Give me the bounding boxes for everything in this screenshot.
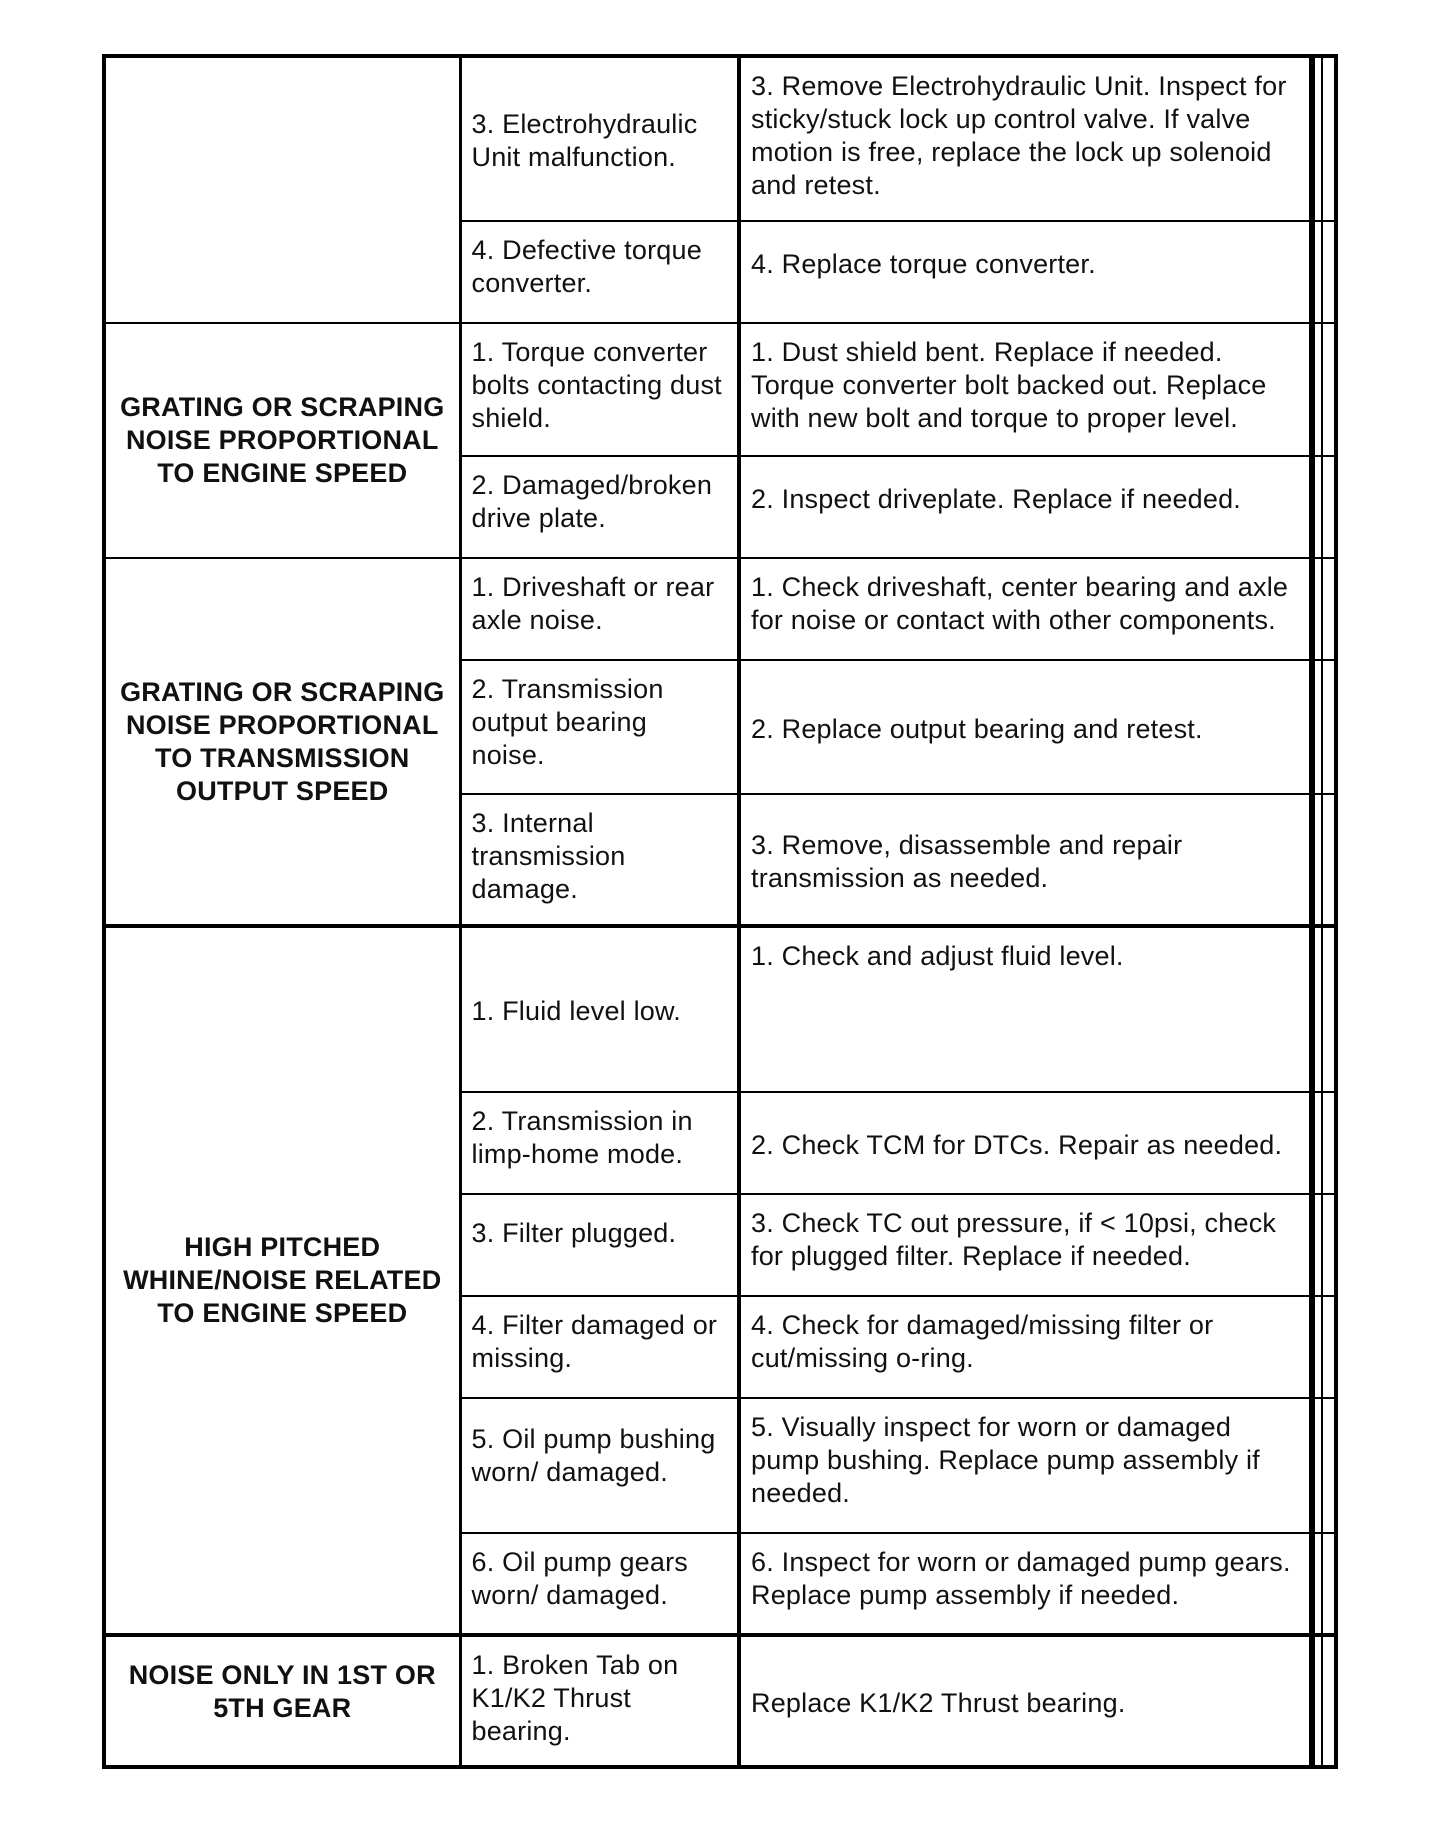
diagnosis-table (102, 54, 1338, 1769)
check-column-end (1322, 1635, 1336, 1767)
cause-cell: 3. Internal transmission damage. (460, 794, 739, 926)
check-column (1312, 926, 1322, 1092)
check-column-end (1322, 323, 1336, 456)
check-column-end (1322, 1398, 1336, 1533)
correction-cell: 1. Check and adjust fluid level. (739, 926, 1312, 1092)
symptom-cell: GRATING OR SCRAPING NOISE PROPORTIONAL TO TRANSMISSION OUTPUT SPEED (104, 558, 460, 926)
check-column (1312, 660, 1322, 794)
cause-cell: 5. Oil pump bushing worn/ damaged. (460, 1398, 739, 1533)
correction-cell: 4. Check for damaged/missing filter or cut/missing o-ring. (739, 1296, 1312, 1398)
cause-cell: 1. Fluid level low. (460, 926, 739, 1092)
correction-cell: 5. Visually inspect for worn or damaged pump bushing. Replace pump assembly if needed. (739, 1398, 1312, 1533)
cause-cell: 1. Broken Tab on K1/K2 Thrust bearing. (460, 1635, 739, 1767)
check-column-end (1322, 1194, 1336, 1296)
symptom-cell: NOISE ONLY IN 1ST OR 5TH GEAR (104, 1635, 460, 1767)
check-column-end (1322, 456, 1336, 558)
cause-cell: 3. Electrohydraulic Unit malfunction. (460, 56, 739, 221)
cause-cell: 4. Defective torque converter. (460, 221, 739, 323)
cause-cell: 2. Transmission output bearing noise. (460, 660, 739, 794)
correction-cell: 3. Check TC out pressure, if < 10psi, check for plugged filter. Replace if needed. (739, 1194, 1312, 1296)
check-column-end (1322, 926, 1336, 1092)
cause-cell: 1. Torque converter bolts contacting dust shield. (460, 323, 739, 456)
check-column (1312, 1533, 1322, 1635)
check-column (1312, 456, 1322, 558)
cause-cell: 3. Filter plugged. (460, 1194, 739, 1296)
table-row (104, 926, 1336, 1092)
check-column-end (1322, 794, 1336, 926)
cause-cell: 1. Driveshaft or rear axle noise. (460, 558, 739, 660)
check-column (1312, 221, 1322, 323)
correction-cell: 2. Inspect driveplate. Replace if needed. (739, 456, 1312, 558)
correction-cell: 3. Remove, disassemble and repair transmission as needed. (739, 794, 1312, 926)
check-column-end (1322, 558, 1336, 660)
cause-cell: 6. Oil pump gears worn/ damaged. (460, 1533, 739, 1635)
check-column (1312, 794, 1322, 926)
table-row (104, 1635, 1336, 1767)
check-column-end (1322, 1092, 1336, 1194)
check-column-end (1322, 1296, 1336, 1398)
check-column-end (1322, 56, 1336, 221)
check-column (1312, 1092, 1322, 1194)
table-row (104, 323, 1336, 456)
cause-cell: 2. Transmission in limp-home mode. (460, 1092, 739, 1194)
check-column (1312, 558, 1322, 660)
check-column (1312, 323, 1322, 456)
check-column-end (1322, 221, 1336, 323)
table-row (104, 558, 1336, 660)
correction-cell: 1. Dust shield bent. Replace if needed. Torque converter bolt backed out. Replace with new bolt and torque to proper level. (739, 323, 1312, 456)
correction-cell: 2. Replace output bearing and retest. (739, 660, 1312, 794)
check-column-end (1322, 1533, 1336, 1635)
cause-cell: 4. Filter damaged or missing. (460, 1296, 739, 1398)
table-row (104, 56, 1336, 221)
check-column-end (1322, 660, 1336, 794)
correction-cell: 1. Check driveshaft, center bearing and axle for noise or contact with other components. (739, 558, 1312, 660)
symptom-cell: GRATING OR SCRAPING NOISE PROPORTIONAL TO ENGINE SPEED (104, 323, 460, 558)
correction-cell: 2. Check TCM for DTCs. Repair as needed. (739, 1092, 1312, 1194)
correction-cell: 4. Replace torque converter. (739, 221, 1312, 323)
symptom-cell: HIGH PITCHED WHINE/NOISE RELATED TO ENGINE SPEED (104, 926, 460, 1635)
check-column (1312, 1635, 1322, 1767)
check-column (1312, 56, 1322, 221)
correction-cell: 6. Inspect for worn or damaged pump gears. Replace pump assembly if needed. (739, 1533, 1312, 1635)
check-column (1312, 1398, 1322, 1533)
check-column (1312, 1194, 1322, 1296)
cause-cell: 2. Damaged/broken drive plate. (460, 456, 739, 558)
correction-cell: 3. Remove Electrohydraulic Unit. Inspect for sticky/stuck lock up control valve. If valve motion is free, replace the lock up solenoid and retest. (739, 56, 1312, 221)
check-column (1312, 1296, 1322, 1398)
correction-cell: Replace K1/K2 Thrust bearing. (739, 1635, 1312, 1767)
symptom-cell (104, 56, 460, 323)
